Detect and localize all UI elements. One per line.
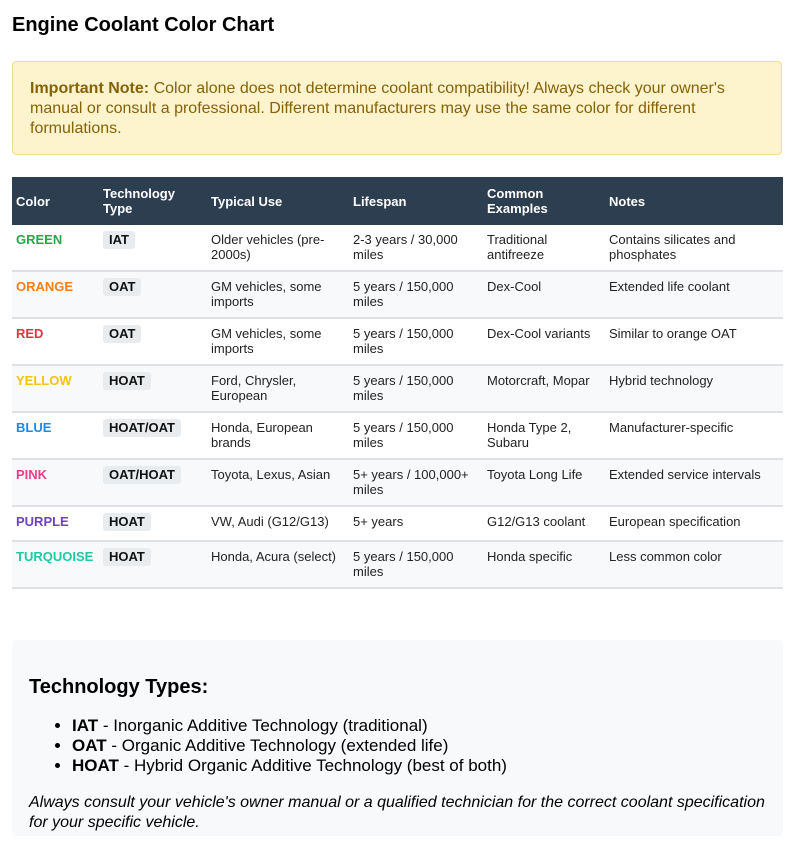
header-lifespan: Lifespan [349, 177, 483, 225]
table-row [12, 412, 783, 459]
cell-notes: European specification [605, 506, 783, 541]
cell-color [12, 365, 99, 412]
tech-desc: - Hybrid Organic Additive Technology (best of both) [118, 756, 507, 775]
cell-notes: Extended service intervals [605, 459, 783, 506]
cell-typical-use: Honda, European brands [207, 412, 349, 459]
cell-color [12, 541, 99, 588]
tech-abbr: HOAT [72, 756, 119, 775]
color-name: BLUE [16, 420, 52, 435]
cell-lifespan: 5 years / 150,000 miles [349, 271, 483, 318]
footnote: Always consult your vehicle's owner manual or a qualified technician for the correct coolant specification for your specific vehicle. [29, 794, 765, 831]
technology-types-heading: Technology Types: [29, 676, 209, 698]
cell-notes: Manufacturer-specific [605, 412, 783, 459]
tech-desc: - Inorganic Additive Technology (traditional) [98, 716, 428, 735]
cell-color [12, 459, 99, 506]
cell-typical-use: Honda, Acura (select) [207, 541, 349, 588]
header-notes: Notes [605, 177, 783, 225]
color-name: PURPLE [16, 514, 69, 529]
table-row [12, 541, 783, 588]
cell-notes: Contains silicates and phosphates [605, 225, 783, 271]
header-common-examples: Common Examples [483, 177, 605, 225]
note-label: Important Note: [30, 80, 150, 97]
cell-color [12, 225, 99, 271]
color-name: PINK [16, 467, 48, 482]
cell-common-examples: Dex-Cool variants [483, 318, 605, 365]
cell-technology-type [99, 541, 207, 588]
cell-typical-use: Toyota, Lexus, Asian [207, 459, 349, 506]
cell-typical-use: Ford, Chrysler, European [207, 365, 349, 412]
cell-technology-type [99, 271, 207, 318]
table-body [12, 225, 783, 588]
color-name: ORANGE [16, 279, 74, 294]
cell-lifespan: 5 years / 150,000 miles [349, 412, 483, 459]
cell-lifespan: 2-3 years / 30,000 miles [349, 225, 483, 271]
table-row [12, 318, 783, 365]
cell-technology-type [99, 459, 207, 506]
cell-typical-use: GM vehicles, some imports [207, 318, 349, 365]
cell-lifespan: 5 years / 150,000 miles [349, 365, 483, 412]
cell-technology-type [99, 506, 207, 541]
cell-common-examples: Motorcraft, Mopar [483, 365, 605, 412]
note-text: Color alone does not determine coolant compatibility! Always check your owner's manual or consult a professional. Different manufacturers may use the same color for different formulations. [30, 80, 725, 137]
tech-desc: - Organic Additive Technology (extended life) [106, 736, 449, 755]
cell-notes: Similar to orange OAT [605, 318, 783, 365]
technology-badge: OAT [103, 278, 141, 296]
cell-technology-type [99, 365, 207, 412]
technology-badge: HOAT [103, 513, 151, 531]
table-row [12, 459, 783, 506]
table-header-row [12, 177, 783, 225]
header-technology-type: Technology Type [99, 177, 207, 225]
cell-notes: Hybrid technology [605, 365, 783, 412]
cell-color [12, 271, 99, 318]
tech-abbr: IAT [72, 716, 99, 735]
color-name: YELLOW [16, 373, 72, 388]
technology-badge: HOAT/OAT [103, 419, 181, 437]
technology-types-panel [12, 640, 783, 836]
cell-common-examples: Honda specific [483, 541, 605, 588]
technology-badge: OAT [103, 325, 141, 343]
cell-notes: Less common color [605, 541, 783, 588]
cell-typical-use: VW, Audi (G12/G13) [207, 506, 349, 541]
technology-badge: IAT [103, 231, 135, 249]
cell-technology-type [99, 225, 207, 271]
cell-technology-type [99, 318, 207, 365]
table-row [12, 271, 783, 318]
table-row [12, 225, 783, 271]
cell-color [12, 318, 99, 365]
table-row [12, 365, 783, 412]
color-name: TURQUOISE [16, 549, 94, 564]
cell-lifespan: 5+ years [349, 506, 483, 541]
cell-typical-use: Older vehicles (pre-2000s) [207, 225, 349, 271]
header-color: Color [12, 177, 99, 225]
cell-lifespan: 5+ years / 100,000+ miles [349, 459, 483, 506]
cell-common-examples: Traditional antifreeze [483, 225, 605, 271]
color-name: RED [16, 326, 44, 341]
technology-types-list [29, 716, 766, 776]
page-title: Engine Coolant Color Chart [12, 14, 275, 36]
cell-notes: Extended life coolant [605, 271, 783, 318]
header-typical-use: Typical Use [207, 177, 349, 225]
cell-common-examples: G12/G13 coolant [483, 506, 605, 541]
color-name: GREEN [16, 232, 63, 247]
cell-typical-use: GM vehicles, some imports [207, 271, 349, 318]
cell-common-examples: Dex-Cool [483, 271, 605, 318]
list-item [72, 736, 766, 756]
important-note [12, 61, 782, 155]
technology-badge: HOAT [103, 548, 151, 566]
coolant-table [12, 177, 783, 589]
list-item [72, 756, 766, 776]
cell-color [12, 412, 99, 459]
cell-technology-type [99, 412, 207, 459]
technology-badge: OAT/HOAT [103, 466, 181, 484]
cell-lifespan: 5 years / 150,000 miles [349, 318, 483, 365]
table-row [12, 506, 783, 541]
technology-badge: HOAT [103, 372, 151, 390]
cell-color [12, 506, 99, 541]
list-item [72, 716, 766, 736]
cell-common-examples: Honda Type 2, Subaru [483, 412, 605, 459]
tech-abbr: OAT [72, 736, 107, 755]
cell-lifespan: 5 years / 150,000 miles [349, 541, 483, 588]
cell-common-examples: Toyota Long Life [483, 459, 605, 506]
